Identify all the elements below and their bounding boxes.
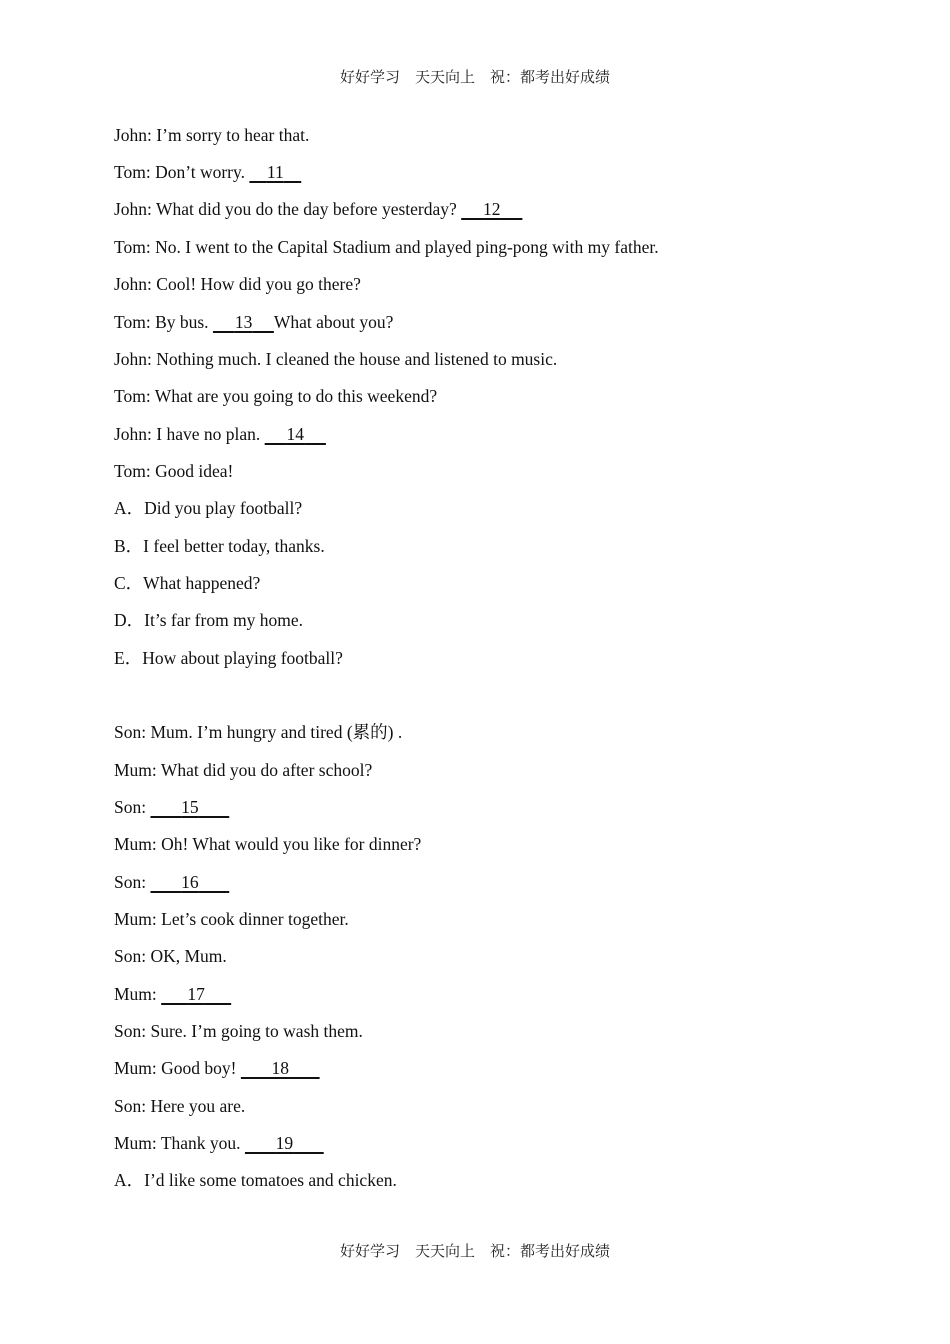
answer-blank-11[interactable] — [249, 162, 301, 182]
answer-blank-12[interactable] — [461, 199, 522, 219]
dialogue-line: Mum: Let’s cook dinner together. — [114, 909, 349, 929]
option-a: A．Did you play football? — [114, 498, 303, 518]
line-text: Mum: Good boy! — [114, 1058, 241, 1078]
dialogue-line — [114, 983, 231, 1005]
blank-number: 18 — [271, 1058, 289, 1078]
dialogue-line — [114, 161, 301, 183]
dialogue-line — [114, 311, 393, 333]
option-a: A．I’d like some tomatoes and chicken. — [114, 1170, 397, 1190]
line-text: Tom: Don’t worry. — [114, 162, 250, 182]
blank-number: 19 — [275, 1133, 294, 1153]
blank-number: 14 — [286, 424, 305, 444]
page-header: 好好学习 天天向上 祝：都考出好成绩 — [339, 68, 610, 86]
dialogue-line — [114, 423, 326, 445]
blank-number: 11 — [266, 162, 284, 182]
dialogue-line: Son: Mum. I’m hungry and tired (累的) . — [114, 722, 403, 742]
option-e: E．How about playing football? — [114, 648, 343, 668]
dialogue-line — [114, 871, 229, 893]
blank-number: 17 — [187, 984, 205, 1004]
dialogue-line: Mum: Oh! What would you like for dinner? — [114, 834, 422, 854]
blank-number: 16 — [181, 872, 199, 892]
answer-blank-16[interactable] — [150, 872, 229, 892]
dialogue-line — [114, 796, 229, 818]
line-text: Mum: — [114, 984, 162, 1004]
dialogue-line: Mum: What did you do after school? — [114, 760, 373, 780]
dialogue-line: Tom: Good idea! — [114, 461, 234, 481]
dialogue-line: Tom: What are you going to do this weekend? — [114, 386, 438, 406]
answer-blank-17[interactable] — [161, 984, 231, 1004]
dialogue-line: John: I’m sorry to hear that. — [114, 125, 310, 145]
dialogue-line: John: Nothing much. I cleaned the house and listened to music. — [114, 349, 558, 369]
line-text: Son: — [114, 797, 151, 817]
dialogue-line: Son: Here you are. — [114, 1096, 246, 1116]
blank-number: 15 — [181, 797, 199, 817]
line-text: John: I have no plan. — [114, 424, 265, 444]
line-text: Tom: By bus. — [114, 312, 213, 332]
answer-blank-18[interactable] — [241, 1058, 320, 1078]
dialogue-line: Son: OK, Mum. — [114, 946, 227, 966]
answer-blank-14[interactable] — [265, 424, 326, 444]
option-b: B．I feel better today, thanks. — [114, 536, 325, 556]
dialogue-line: Tom: No. I went to the Capital Stadium and played ping-pong with my father. — [114, 237, 659, 257]
dialogue-line: Son: Sure. I’m going to wash them. — [114, 1021, 363, 1041]
blank-number: 13 — [234, 312, 253, 332]
option-d: D．It’s far from my home. — [114, 610, 304, 630]
option-c: C．What happened? — [114, 573, 261, 593]
answer-blank-19[interactable] — [245, 1133, 324, 1153]
dialogue-line: John: Cool! How did you go there? — [114, 274, 361, 294]
line-text: John: What did you do the day before yesterday? — [114, 199, 462, 219]
line-text: Son: — [114, 872, 151, 892]
answer-blank-15[interactable] — [150, 797, 229, 817]
dialogue-line — [114, 198, 522, 220]
dialogue-line — [114, 1132, 324, 1154]
answer-blank-13[interactable] — [213, 312, 274, 332]
page-footer: 好好学习 天天向上 祝：都考出好成绩 — [339, 1242, 610, 1260]
line-text: What about you? — [273, 312, 394, 332]
blank-number: 12 — [483, 199, 501, 219]
dialogue-line — [114, 1057, 320, 1079]
line-text: Mum: Thank you. — [114, 1133, 245, 1153]
